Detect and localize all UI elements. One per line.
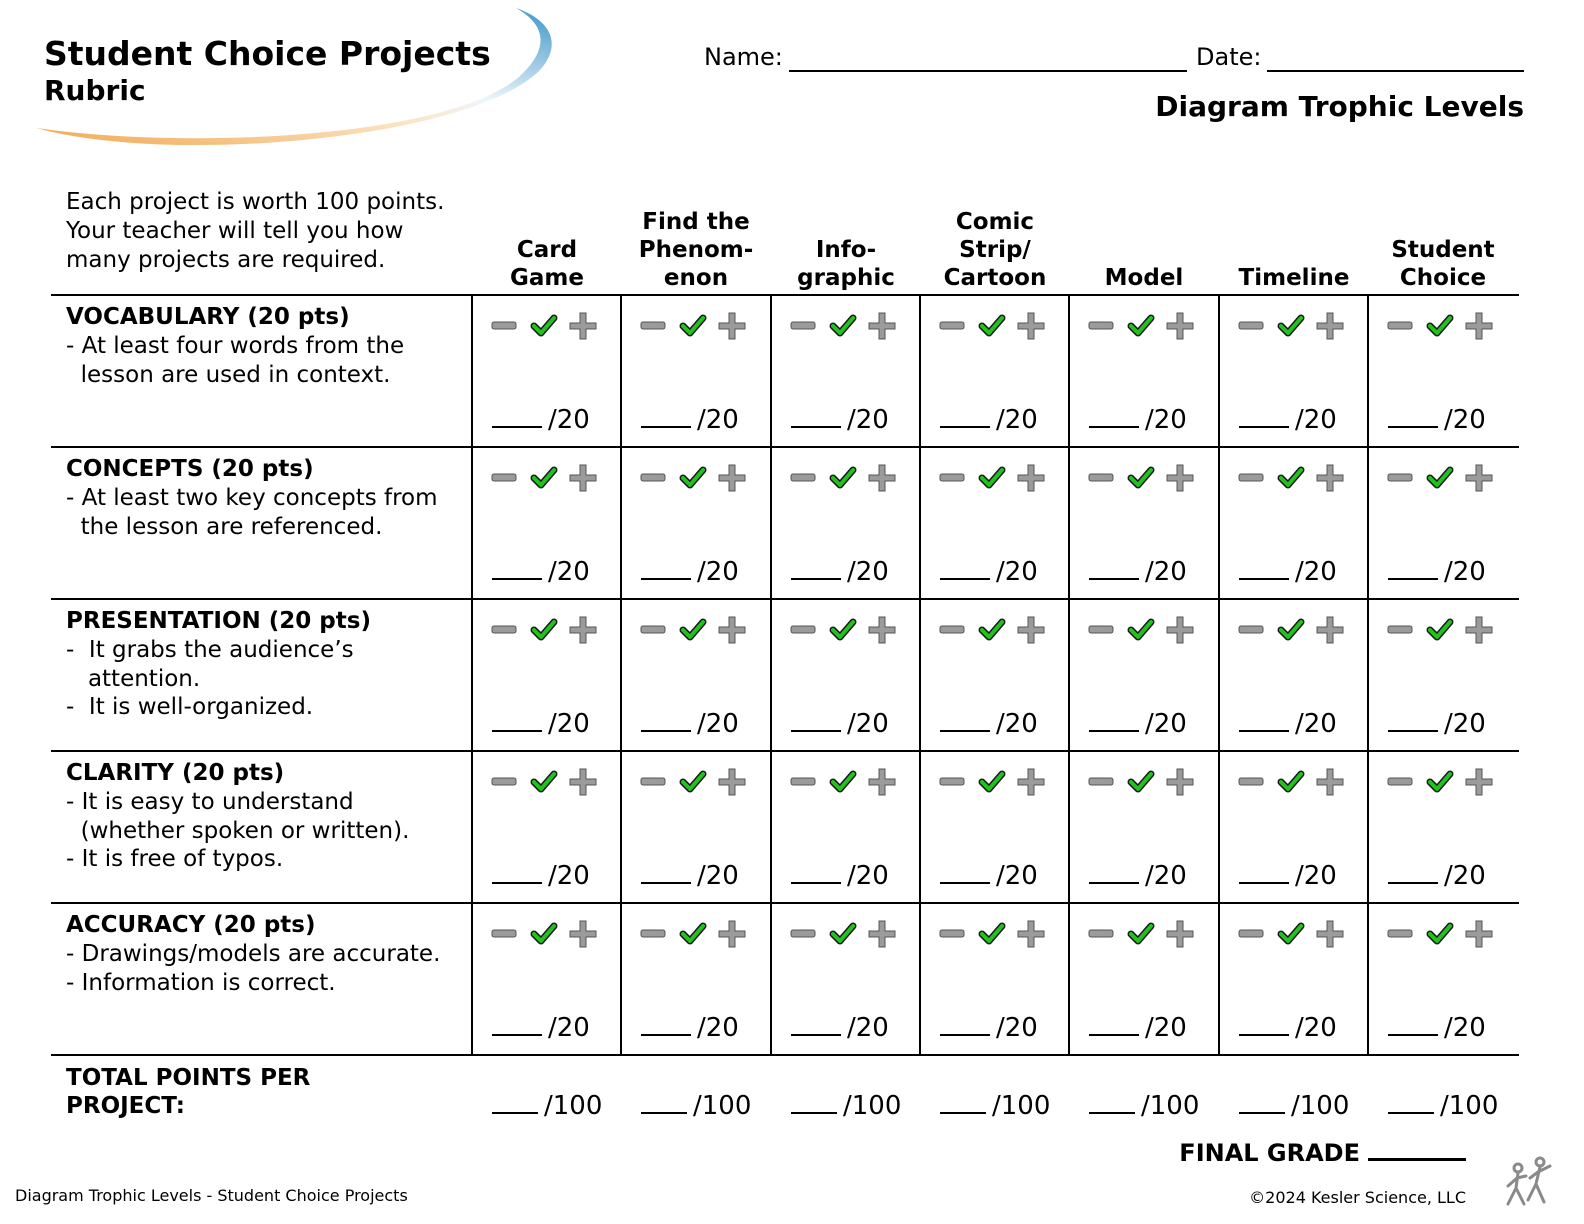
total-max: /100 bbox=[544, 1091, 603, 1121]
rating-icons-student-choice[interactable] bbox=[1386, 919, 1496, 949]
criterion-description: - At least four words from the lesson are used in context. bbox=[66, 333, 405, 388]
score-max: /20 bbox=[697, 405, 739, 435]
total-field-student-choice[interactable] bbox=[1388, 1090, 1498, 1121]
plus-icon[interactable] bbox=[570, 769, 596, 795]
rating-icons-student-choice[interactable] bbox=[1386, 463, 1496, 493]
plus-icon[interactable] bbox=[1018, 617, 1044, 643]
score-max: /20 bbox=[996, 405, 1038, 435]
score-field-timeline[interactable] bbox=[1239, 1012, 1337, 1043]
score-max: /20 bbox=[847, 405, 889, 435]
plus-icon[interactable] bbox=[1317, 465, 1343, 491]
plus-icon[interactable] bbox=[1466, 465, 1492, 491]
plus-icon[interactable] bbox=[570, 465, 596, 491]
score-max: /20 bbox=[1444, 405, 1486, 435]
score-max: /20 bbox=[847, 861, 889, 891]
worksheet-title: Diagram Trophic Levels bbox=[1155, 90, 1524, 123]
minus-icon[interactable] bbox=[492, 474, 516, 481]
score-field-find-the-phenomenon[interactable] bbox=[641, 1012, 739, 1043]
plus-icon[interactable] bbox=[869, 313, 895, 339]
score-blank[interactable] bbox=[940, 1012, 990, 1036]
score-blank[interactable] bbox=[1239, 860, 1289, 884]
minus-icon[interactable] bbox=[1388, 930, 1412, 937]
plus-icon[interactable] bbox=[1167, 769, 1193, 795]
score-max: /20 bbox=[1295, 557, 1337, 587]
column-header-student-choice: Student Choice bbox=[1391, 237, 1495, 291]
rating-icons-comic-strip[interactable] bbox=[938, 463, 1048, 493]
score-field-find-the-phenomenon[interactable] bbox=[641, 708, 739, 739]
rating-icons-find-the-phenomenon[interactable] bbox=[639, 615, 749, 645]
score-max: /20 bbox=[548, 861, 590, 891]
plus-icon[interactable] bbox=[719, 921, 745, 947]
total-max: /100 bbox=[693, 1091, 752, 1121]
minus-icon[interactable] bbox=[492, 778, 516, 785]
plus-icon[interactable] bbox=[570, 617, 596, 643]
table-rule bbox=[51, 902, 1519, 904]
total-blank[interactable] bbox=[492, 1090, 538, 1114]
minus-icon[interactable] bbox=[1089, 474, 1113, 481]
plus-icon[interactable] bbox=[1466, 769, 1492, 795]
score-field-comic-strip[interactable] bbox=[940, 1012, 1038, 1043]
plus-icon[interactable] bbox=[1167, 313, 1193, 339]
total-max: /100 bbox=[1440, 1091, 1499, 1121]
rating-icons-model[interactable] bbox=[1087, 463, 1197, 493]
minus-icon[interactable] bbox=[791, 778, 815, 785]
score-max: /20 bbox=[1444, 1013, 1486, 1043]
score-max: /20 bbox=[548, 557, 590, 587]
date-label: Date: bbox=[1196, 43, 1262, 71]
table-divider bbox=[1367, 295, 1369, 1056]
score-field-timeline[interactable] bbox=[1239, 708, 1337, 739]
total-blank[interactable] bbox=[641, 1090, 687, 1114]
score-field-student-choice[interactable] bbox=[1388, 404, 1486, 435]
score-max: /20 bbox=[996, 861, 1038, 891]
rating-icons-card-game[interactable] bbox=[490, 767, 600, 797]
total-field-model[interactable] bbox=[1089, 1090, 1199, 1121]
plus-icon[interactable] bbox=[1018, 313, 1044, 339]
rating-icons-infographic[interactable] bbox=[789, 919, 899, 949]
rating-icons-timeline[interactable] bbox=[1237, 311, 1347, 341]
minus-icon[interactable] bbox=[1239, 474, 1263, 481]
total-max: /100 bbox=[843, 1091, 902, 1121]
score-field-infographic[interactable] bbox=[791, 556, 889, 587]
minus-icon[interactable] bbox=[641, 626, 665, 633]
total-field-comic-strip[interactable] bbox=[940, 1090, 1050, 1121]
minus-icon[interactable] bbox=[940, 626, 964, 633]
rating-icons-infographic[interactable] bbox=[789, 615, 899, 645]
score-field-card-game[interactable] bbox=[492, 1012, 590, 1043]
criterion-description: - At least two key concepts from the lesson are referenced. bbox=[66, 485, 438, 540]
score-blank[interactable] bbox=[641, 860, 691, 884]
score-blank[interactable] bbox=[1388, 860, 1438, 884]
page-title: Student Choice Projects bbox=[44, 34, 491, 73]
plus-icon[interactable] bbox=[719, 769, 745, 795]
score-blank[interactable] bbox=[1089, 860, 1139, 884]
score-field-student-choice[interactable] bbox=[1388, 860, 1486, 891]
rating-icons-model[interactable] bbox=[1087, 615, 1197, 645]
rating-icons-timeline[interactable] bbox=[1237, 767, 1347, 797]
score-field-student-choice[interactable] bbox=[1388, 1012, 1486, 1043]
score-blank[interactable] bbox=[492, 708, 542, 732]
criterion-title: CONCEPTS (20 pts) bbox=[66, 456, 314, 482]
minus-icon[interactable] bbox=[791, 474, 815, 481]
score-field-find-the-phenomenon[interactable] bbox=[641, 860, 739, 891]
column-header-find-the-phenomenon: Find the Phenom- enon bbox=[638, 209, 754, 291]
score-field-card-game[interactable] bbox=[492, 556, 590, 587]
table-rule bbox=[51, 598, 1519, 600]
minus-icon[interactable] bbox=[641, 778, 665, 785]
name-label: Name: bbox=[704, 43, 783, 71]
plus-icon[interactable] bbox=[869, 769, 895, 795]
score-max: /20 bbox=[1295, 405, 1337, 435]
plus-icon[interactable] bbox=[1167, 465, 1193, 491]
plus-icon[interactable] bbox=[1018, 769, 1044, 795]
score-field-infographic[interactable] bbox=[791, 708, 889, 739]
score-max: /20 bbox=[1145, 861, 1187, 891]
total-blank[interactable] bbox=[791, 1090, 837, 1114]
minus-icon[interactable] bbox=[940, 474, 964, 481]
rating-icons-comic-strip[interactable] bbox=[938, 615, 1048, 645]
plus-icon[interactable] bbox=[1317, 769, 1343, 795]
total-blank[interactable] bbox=[1089, 1090, 1135, 1114]
table-divider bbox=[471, 295, 473, 1056]
table-rule bbox=[51, 446, 1519, 448]
score-blank[interactable] bbox=[641, 556, 691, 580]
total-field-find-the-phenomenon[interactable] bbox=[641, 1090, 751, 1121]
score-blank[interactable] bbox=[492, 1012, 542, 1036]
minus-icon[interactable] bbox=[492, 322, 516, 329]
score-field-comic-strip[interactable] bbox=[940, 860, 1038, 891]
score-max: /20 bbox=[847, 557, 889, 587]
plus-icon[interactable] bbox=[869, 465, 895, 491]
rating-icons-model[interactable] bbox=[1087, 919, 1197, 949]
rating-icons-card-game[interactable] bbox=[490, 919, 600, 949]
rating-icons-infographic[interactable] bbox=[789, 463, 899, 493]
rating-icons-card-game[interactable] bbox=[490, 311, 600, 341]
rating-icons-timeline[interactable] bbox=[1237, 615, 1347, 645]
date-field[interactable] bbox=[1267, 70, 1524, 72]
table-rule bbox=[51, 294, 1519, 296]
minus-icon[interactable] bbox=[791, 626, 815, 633]
minus-icon[interactable] bbox=[641, 474, 665, 481]
score-max: /20 bbox=[1295, 861, 1337, 891]
criterion-title: VOCABULARY (20 pts) bbox=[66, 304, 350, 330]
score-field-card-game[interactable] bbox=[492, 860, 590, 891]
score-max: /20 bbox=[1295, 709, 1337, 739]
plus-icon[interactable] bbox=[1167, 921, 1193, 947]
minus-icon[interactable] bbox=[641, 322, 665, 329]
minus-icon[interactable] bbox=[1239, 930, 1263, 937]
minus-icon[interactable] bbox=[1388, 474, 1412, 481]
criterion-title: ACCURACY (20 pts) bbox=[66, 912, 316, 938]
minus-icon[interactable] bbox=[1388, 322, 1412, 329]
table-divider bbox=[919, 295, 921, 1056]
plus-icon[interactable] bbox=[719, 617, 745, 643]
total-max: /100 bbox=[1141, 1091, 1200, 1121]
minus-icon[interactable] bbox=[1089, 778, 1113, 785]
score-blank[interactable] bbox=[492, 404, 542, 428]
minus-icon[interactable] bbox=[791, 322, 815, 329]
column-header-comic-strip: Comic Strip/ Cartoon bbox=[943, 209, 1047, 291]
rating-icons-card-game[interactable] bbox=[490, 463, 600, 493]
score-max: /20 bbox=[697, 709, 739, 739]
score-field-student-choice[interactable] bbox=[1388, 556, 1486, 587]
score-blank[interactable] bbox=[641, 404, 691, 428]
plus-icon[interactable] bbox=[570, 921, 596, 947]
score-max: /20 bbox=[697, 861, 739, 891]
rating-icons-student-choice[interactable] bbox=[1386, 615, 1496, 645]
score-field-model[interactable] bbox=[1089, 708, 1187, 739]
total-blank[interactable] bbox=[1239, 1090, 1285, 1114]
minus-icon[interactable] bbox=[940, 322, 964, 329]
score-field-infographic[interactable] bbox=[791, 1012, 889, 1043]
score-field-student-choice[interactable] bbox=[1388, 708, 1486, 739]
kesler-science-logo bbox=[1500, 1152, 1560, 1212]
table-divider bbox=[770, 295, 772, 1056]
minus-icon[interactable] bbox=[492, 626, 516, 633]
rating-icons-find-the-phenomenon[interactable] bbox=[639, 311, 749, 341]
score-max: /20 bbox=[697, 1013, 739, 1043]
plus-icon[interactable] bbox=[1317, 921, 1343, 947]
score-blank[interactable] bbox=[1089, 708, 1139, 732]
plus-icon[interactable] bbox=[1167, 617, 1193, 643]
minus-icon[interactable] bbox=[791, 930, 815, 937]
minus-icon[interactable] bbox=[1388, 626, 1412, 633]
final-grade bbox=[1179, 1136, 1466, 1167]
rating-icons-student-choice[interactable] bbox=[1386, 311, 1496, 341]
table-rule bbox=[51, 1054, 1519, 1056]
score-field-comic-strip[interactable] bbox=[940, 708, 1038, 739]
score-field-model[interactable] bbox=[1089, 404, 1187, 435]
plus-icon[interactable] bbox=[1317, 313, 1343, 339]
total-max: /100 bbox=[992, 1091, 1051, 1121]
plus-icon[interactable] bbox=[570, 313, 596, 339]
total-max: /100 bbox=[1291, 1091, 1350, 1121]
rating-icons-find-the-phenomenon[interactable] bbox=[639, 919, 749, 949]
score-field-infographic[interactable] bbox=[791, 860, 889, 891]
criterion-description: - It grabs the audience’s attention. - It is well-organized. bbox=[66, 637, 354, 720]
score-max: /20 bbox=[1444, 557, 1486, 587]
score-max: /20 bbox=[996, 557, 1038, 587]
score-blank[interactable] bbox=[1388, 708, 1438, 732]
score-blank[interactable] bbox=[940, 860, 990, 884]
rating-icons-infographic[interactable] bbox=[789, 767, 899, 797]
plus-icon[interactable] bbox=[1466, 617, 1492, 643]
name-field[interactable] bbox=[789, 70, 1187, 72]
table-divider bbox=[1068, 295, 1070, 1056]
minus-icon[interactable] bbox=[1239, 322, 1263, 329]
minus-icon[interactable] bbox=[1239, 778, 1263, 785]
plus-icon[interactable] bbox=[1018, 921, 1044, 947]
score-blank[interactable] bbox=[1388, 404, 1438, 428]
column-header-timeline: Timeline bbox=[1238, 265, 1350, 291]
score-max: /20 bbox=[697, 557, 739, 587]
minus-icon[interactable] bbox=[1388, 778, 1412, 785]
rating-icons-model[interactable] bbox=[1087, 767, 1197, 797]
score-max: /20 bbox=[1145, 557, 1187, 587]
score-blank[interactable] bbox=[492, 860, 542, 884]
score-blank[interactable] bbox=[1239, 1012, 1289, 1036]
score-max: /20 bbox=[548, 405, 590, 435]
final-grade-label: FINAL GRADE bbox=[1179, 1139, 1360, 1167]
rating-icons-model[interactable] bbox=[1087, 311, 1197, 341]
score-field-comic-strip[interactable] bbox=[940, 556, 1038, 587]
score-blank[interactable] bbox=[1239, 708, 1289, 732]
footer-left: Diagram Trophic Levels - Student Choice Projects bbox=[15, 1186, 408, 1205]
score-blank[interactable] bbox=[791, 556, 841, 580]
page-subtitle: Rubric bbox=[44, 74, 146, 107]
intro-text: Each project is worth 100 points. Your teacher will tell you how many projects are required. bbox=[66, 189, 445, 273]
score-field-timeline[interactable] bbox=[1239, 860, 1337, 891]
score-max: /20 bbox=[1145, 709, 1187, 739]
score-field-infographic[interactable] bbox=[791, 404, 889, 435]
column-header-model: Model bbox=[1104, 265, 1184, 291]
score-blank[interactable] bbox=[1089, 556, 1139, 580]
minus-icon[interactable] bbox=[641, 930, 665, 937]
total-field-infographic[interactable] bbox=[791, 1090, 901, 1121]
rating-icons-timeline[interactable] bbox=[1237, 919, 1347, 949]
score-max: /20 bbox=[1145, 405, 1187, 435]
score-field-timeline[interactable] bbox=[1239, 556, 1337, 587]
rating-icons-find-the-phenomenon[interactable] bbox=[639, 463, 749, 493]
score-field-find-the-phenomenon[interactable] bbox=[641, 556, 739, 587]
minus-icon[interactable] bbox=[940, 930, 964, 937]
column-header-card-game: Card Game bbox=[510, 237, 584, 291]
rating-icons-comic-strip[interactable] bbox=[938, 311, 1048, 341]
score-blank[interactable] bbox=[641, 708, 691, 732]
total-field-card-game[interactable] bbox=[492, 1090, 602, 1121]
table-divider bbox=[1218, 295, 1220, 1056]
table-divider bbox=[620, 295, 622, 1056]
column-header-infographic: Info- graphic bbox=[797, 237, 895, 291]
score-field-card-game[interactable] bbox=[492, 404, 590, 435]
rating-icons-infographic[interactable] bbox=[789, 311, 899, 341]
criterion-title: CLARITY (20 pts) bbox=[66, 760, 285, 786]
total-field-timeline[interactable] bbox=[1239, 1090, 1349, 1121]
score-max: /20 bbox=[548, 1013, 590, 1043]
score-max: /20 bbox=[996, 709, 1038, 739]
rating-icons-card-game[interactable] bbox=[490, 615, 600, 645]
minus-icon[interactable] bbox=[1089, 930, 1113, 937]
minus-icon[interactable] bbox=[1239, 626, 1263, 633]
plus-icon[interactable] bbox=[1018, 465, 1044, 491]
score-blank[interactable] bbox=[791, 404, 841, 428]
score-blank[interactable] bbox=[1089, 404, 1139, 428]
score-field-find-the-phenomenon[interactable] bbox=[641, 404, 739, 435]
score-blank[interactable] bbox=[1089, 1012, 1139, 1036]
total-blank[interactable] bbox=[940, 1090, 986, 1114]
plus-icon[interactable] bbox=[869, 617, 895, 643]
rating-icons-comic-strip[interactable] bbox=[938, 767, 1048, 797]
rating-icons-comic-strip[interactable] bbox=[938, 919, 1048, 949]
score-max: /20 bbox=[996, 1013, 1038, 1043]
score-field-model[interactable] bbox=[1089, 556, 1187, 587]
score-blank[interactable] bbox=[1388, 1012, 1438, 1036]
plus-icon[interactable] bbox=[1317, 617, 1343, 643]
minus-icon[interactable] bbox=[1089, 626, 1113, 633]
score-max: /20 bbox=[1444, 709, 1486, 739]
score-field-model[interactable] bbox=[1089, 1012, 1187, 1043]
minus-icon[interactable] bbox=[940, 778, 964, 785]
score-max: /20 bbox=[1145, 1013, 1187, 1043]
plus-icon[interactable] bbox=[869, 921, 895, 947]
rating-icons-timeline[interactable] bbox=[1237, 463, 1347, 493]
score-blank[interactable] bbox=[791, 860, 841, 884]
final-grade-field[interactable] bbox=[1368, 1136, 1466, 1161]
total-points-label: TOTAL POINTS PER PROJECT: bbox=[66, 1065, 311, 1119]
score-field-card-game[interactable] bbox=[492, 708, 590, 739]
score-blank[interactable] bbox=[1388, 556, 1438, 580]
total-blank[interactable] bbox=[1388, 1090, 1434, 1114]
score-blank[interactable] bbox=[1239, 404, 1289, 428]
plus-icon[interactable] bbox=[1466, 921, 1492, 947]
score-max: /20 bbox=[1295, 1013, 1337, 1043]
score-field-comic-strip[interactable] bbox=[940, 404, 1038, 435]
score-blank[interactable] bbox=[791, 708, 841, 732]
plus-icon[interactable] bbox=[1466, 313, 1492, 339]
minus-icon[interactable] bbox=[492, 930, 516, 937]
rating-icons-student-choice[interactable] bbox=[1386, 767, 1496, 797]
score-blank[interactable] bbox=[940, 556, 990, 580]
score-blank[interactable] bbox=[940, 708, 990, 732]
score-max: /20 bbox=[847, 709, 889, 739]
score-blank[interactable] bbox=[641, 1012, 691, 1036]
score-field-timeline[interactable] bbox=[1239, 404, 1337, 435]
criterion-title: PRESENTATION (20 pts) bbox=[66, 608, 371, 634]
score-max: /20 bbox=[847, 1013, 889, 1043]
rating-icons-find-the-phenomenon[interactable] bbox=[639, 767, 749, 797]
score-blank[interactable] bbox=[791, 1012, 841, 1036]
score-blank[interactable] bbox=[492, 556, 542, 580]
minus-icon[interactable] bbox=[1089, 322, 1113, 329]
plus-icon[interactable] bbox=[719, 313, 745, 339]
table-rule bbox=[51, 750, 1519, 752]
score-max: /20 bbox=[1444, 861, 1486, 891]
score-max: /20 bbox=[548, 709, 590, 739]
score-blank[interactable] bbox=[940, 404, 990, 428]
score-blank[interactable] bbox=[1239, 556, 1289, 580]
criterion-description: - It is easy to understand (whether spoken or written). - It is free of typos. bbox=[66, 789, 410, 872]
criterion-description: - Drawings/models are accurate. - Information is correct. bbox=[66, 941, 441, 996]
plus-icon[interactable] bbox=[719, 465, 745, 491]
score-field-model[interactable] bbox=[1089, 860, 1187, 891]
footer-copyright: ©2024 Kesler Science, LLC bbox=[1249, 1188, 1466, 1207]
